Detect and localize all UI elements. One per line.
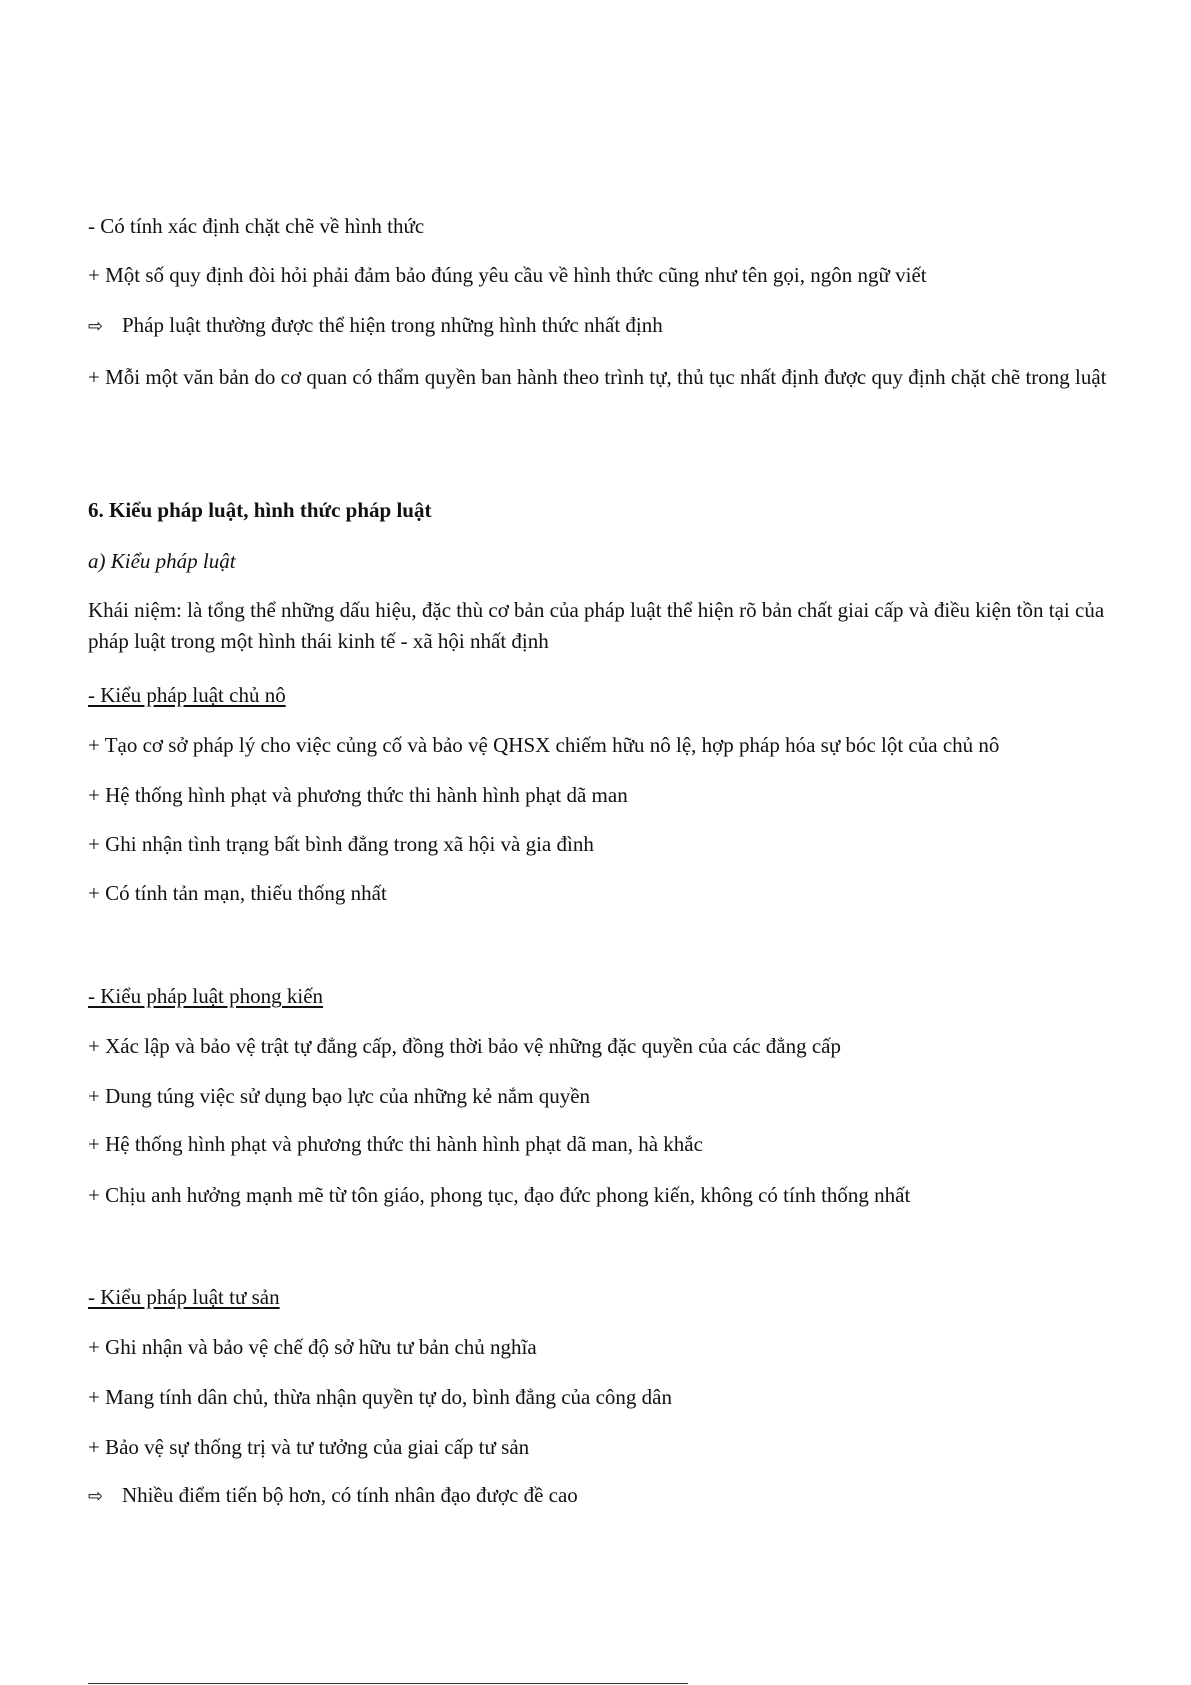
list-item: + Có tính tản mạn, thiếu thống nhất [88, 881, 387, 905]
category-heading: - Kiểu pháp luật phong kiến [88, 984, 324, 1008]
text-line: - Có tính xác định chặt chẽ về hình thức [88, 214, 425, 238]
list-item: + Ghi nhận và bảo vệ chế độ sở hữu tư bản chủ nghĩa [88, 1335, 537, 1359]
list-item: + Bảo vệ sự thống trị và tư tưởng của giai cấp tư sản [88, 1435, 530, 1459]
arrow-right-icon: ⇨ [88, 1486, 104, 1507]
text-paragraph: + Mỗi một văn bản do cơ quan có thẩm quyền ban hành theo trình tự, thủ tục nhất định được quy định chặt chẽ trong luật [88, 365, 1107, 389]
arrow-right-icon: ⇨ [88, 316, 104, 337]
list-item: + Mang tính dân chủ, thừa nhận quyền tự do, bình đẳng của công dân [88, 1385, 672, 1409]
section-heading: 6. Kiểu pháp luật, hình thức pháp luật [88, 498, 432, 522]
footer-divider [88, 1683, 688, 1684]
list-item: + Xác lập và bảo vệ trật tự đẳng cấp, đồng thời bảo vệ những đặc quyền của các đẳng cấp [88, 1034, 842, 1058]
conclusion-text: Pháp luật thường được thể hiện trong những hình thức nhất định [122, 313, 663, 337]
list-item: + Hệ thống hình phạt và phương thức thi hành hình phạt dã man, hà khắc [88, 1132, 703, 1156]
conclusion-text: Nhiều điểm tiến bộ hơn, có tính nhân đạo được đề cao [122, 1483, 578, 1507]
concept-paragraph: Khái niệm: là tổng thể những dấu hiệu, đặc thù cơ bản của pháp luật thể hiện rõ bản chất giai cấp và điều kiện tồn tại của pháp luật trong một hình thái kinh tế - xã hội nhất định [88, 598, 1105, 653]
document-page [88, 0, 1128, 1685]
list-item: + Tạo cơ sở pháp lý cho việc củng cố và bảo vệ QHSX chiếm hữu nô lệ, hợp pháp hóa sự bóc lột của chủ nô [88, 733, 1000, 757]
subsection-heading: a) Kiểu pháp luật [88, 549, 236, 573]
list-item: + Hệ thống hình phạt và phương thức thi hành hình phạt dã man [88, 783, 628, 807]
list-item: + Chịu anh hưởng mạnh mẽ từ tôn giáo, phong tục, đạo đức phong kiến, không có tính thống nhất [88, 1183, 911, 1207]
category-heading: - Kiểu pháp luật chủ nô [88, 683, 286, 707]
text-line: + Một số quy định đòi hỏi phải đảm bảo đúng yêu cầu về hình thức cũng như tên gọi, ngôn ngữ viết [88, 263, 927, 287]
category-heading: - Kiểu pháp luật tư sản [88, 1285, 280, 1309]
list-item: + Ghi nhận tình trạng bất bình đẳng trong xã hội và gia đình [88, 832, 594, 856]
list-item: + Dung túng việc sử dụng bạo lực của những kẻ nắm quyền [88, 1084, 591, 1108]
conclusion-line [88, 310, 663, 342]
conclusion-line [88, 1480, 578, 1512]
